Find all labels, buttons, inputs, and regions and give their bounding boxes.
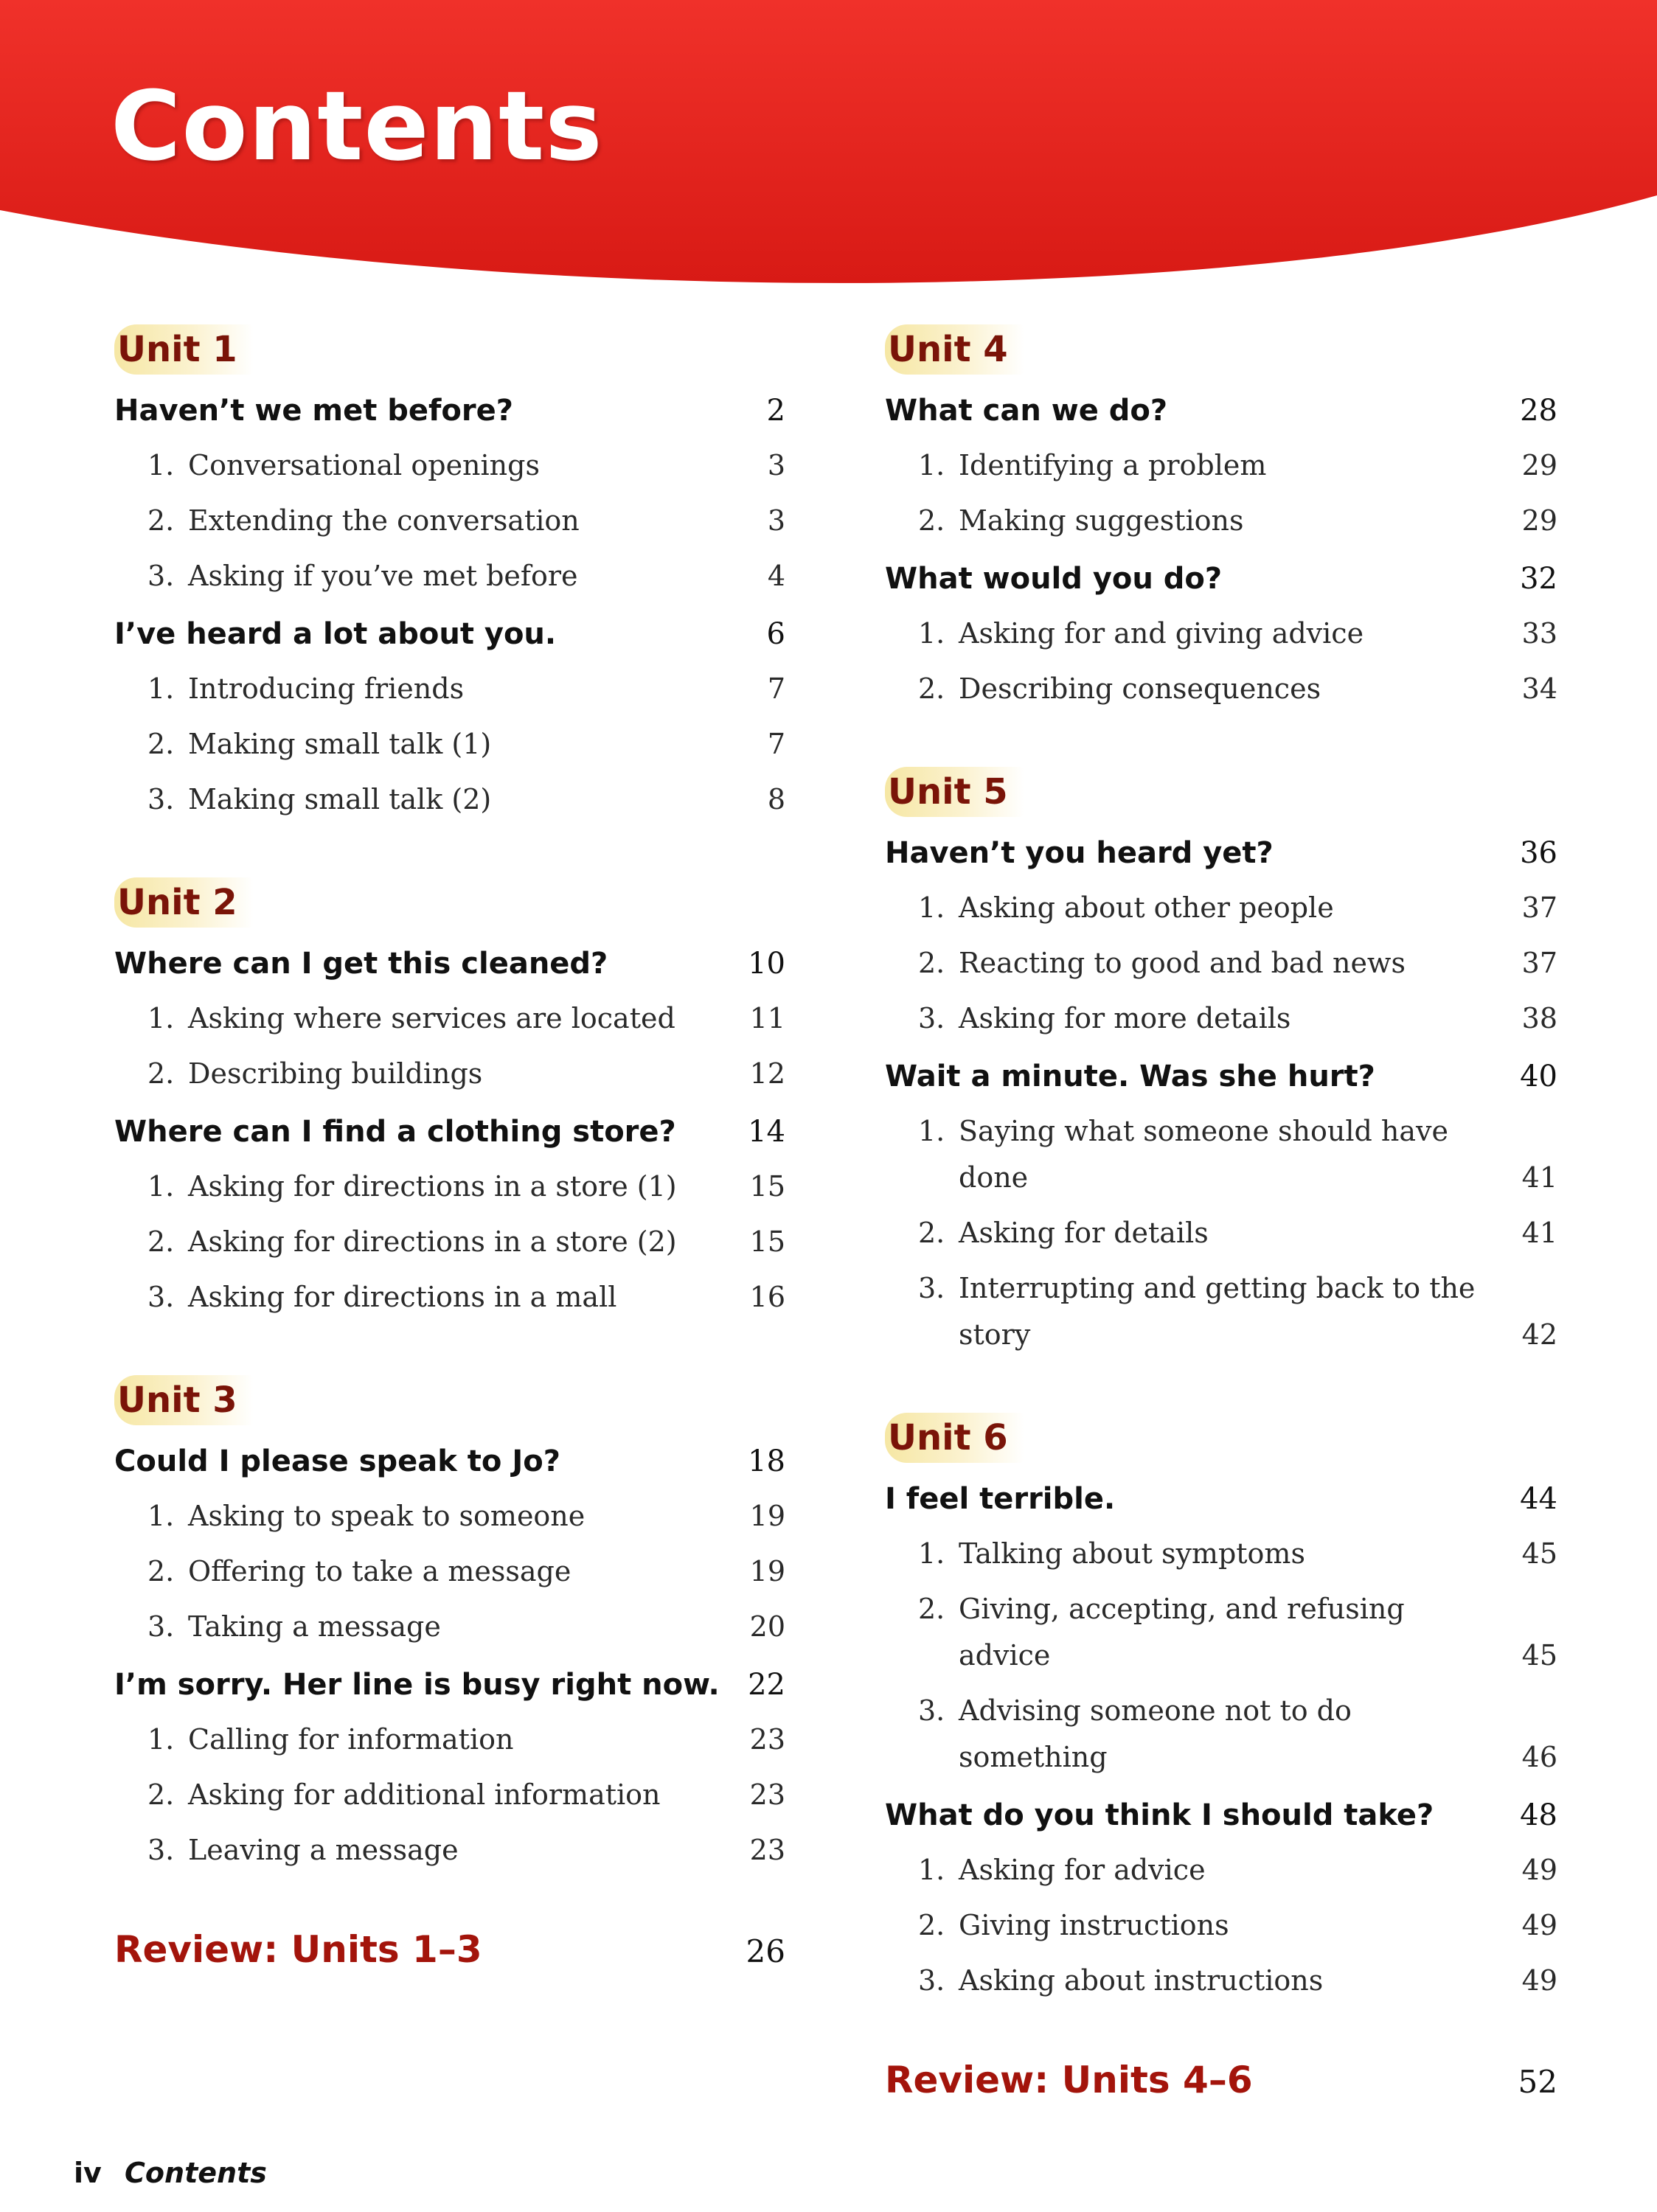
item-page: 3 (767, 504, 785, 537)
lesson-title: Haven’t you heard yet? (885, 836, 1274, 870)
lesson-page: 44 (1520, 1482, 1557, 1516)
section-item[interactable] (885, 1265, 1557, 1358)
section-item[interactable] (885, 885, 1557, 931)
item-number: 3. (147, 1834, 175, 1866)
item-text: Calling for information (188, 1723, 514, 1756)
section-item[interactable] (114, 1051, 785, 1097)
section-item[interactable] (114, 721, 785, 768)
item-text: Taking a message (188, 1610, 441, 1643)
item-number: 3. (918, 1964, 945, 1997)
review-row[interactable] (114, 1928, 785, 1971)
section-item[interactable] (885, 1847, 1557, 1893)
section-item[interactable] (885, 1531, 1557, 1577)
item-page: 11 (749, 1002, 785, 1034)
item-text: Describing consequences (959, 672, 1321, 705)
section-item[interactable] (114, 1604, 785, 1650)
item-page: 49 (1521, 1964, 1557, 1997)
spacer (114, 1106, 785, 1115)
item-text: Introducing friends (188, 672, 465, 705)
lesson-page: 18 (748, 1444, 785, 1478)
item-text: Asking about instructions (959, 1964, 1324, 1997)
spacer (885, 1051, 1557, 1060)
item-page: 3 (767, 449, 785, 481)
section-item[interactable] (114, 553, 785, 599)
item-number: 1. (147, 1170, 175, 1203)
lesson-title: What would you do? (885, 562, 1223, 596)
item-text: Asking for advice (959, 1854, 1206, 1886)
item-text: Reacting to good and bad news (959, 947, 1406, 979)
item-number: 1. (147, 449, 175, 481)
spacer (114, 1882, 785, 1928)
item-page: 7 (767, 728, 785, 760)
lesson-title: What do you think I should take? (885, 1798, 1434, 1832)
item-number: 1. (918, 449, 945, 481)
item-text: Talking about symptoms (959, 1537, 1305, 1570)
footer-label: Contents (125, 2157, 267, 2189)
item-number: 2. (918, 672, 945, 705)
lesson-title: Where can I get this cleaned? (114, 947, 608, 981)
lesson-row[interactable] (114, 1115, 785, 1149)
item-page: 37 (1521, 891, 1557, 924)
item-text: Asking for and giving advice (959, 617, 1364, 650)
item-page: 41 (1521, 1161, 1557, 1194)
item-text: Making small talk (1) (188, 728, 492, 760)
section-item[interactable] (885, 995, 1557, 1042)
item-page: 8 (767, 783, 785, 815)
lesson-page: 22 (748, 1668, 785, 1702)
item-number: 3. (147, 1281, 175, 1313)
unit-heading: Unit 1 (114, 324, 254, 375)
item-text: Asking for directions in a store (1) (188, 1170, 677, 1203)
item-text: Asking about other people (959, 891, 1334, 924)
lesson-title: Wait a minute. Was she hurt? (885, 1060, 1375, 1093)
item-text: Offering to take a message (188, 1555, 572, 1587)
item-text: Making suggestions (959, 504, 1244, 537)
section-item[interactable] (114, 995, 785, 1042)
item-text: Advising someone not to do something (959, 1694, 1352, 1773)
item-page: 33 (1521, 617, 1557, 650)
section-item[interactable] (885, 666, 1557, 712)
item-text: Asking if you’ve met before (188, 560, 578, 592)
item-page: 7 (767, 672, 785, 705)
spacer (114, 1659, 785, 1668)
lesson-page: 14 (748, 1115, 785, 1149)
item-page: 49 (1521, 1909, 1557, 1941)
lesson-title: Could I please speak to Jo? (114, 1444, 560, 1478)
item-page: 16 (749, 1281, 785, 1313)
section-item[interactable] (885, 1210, 1557, 1256)
item-number: 3. (147, 560, 175, 592)
section-item[interactable] (114, 1717, 785, 1763)
item-page: 15 (749, 1170, 785, 1203)
spacer (114, 1329, 785, 1375)
item-page: 49 (1521, 1854, 1557, 1886)
lesson-row[interactable] (885, 394, 1557, 428)
item-text: Conversational openings (188, 449, 540, 481)
item-text: Asking for additional information (188, 1778, 661, 1811)
lesson-title: I’m sorry. Her line is busy right now. (114, 1668, 720, 1702)
spacer (885, 1790, 1557, 1798)
item-text: Describing buildings (188, 1057, 483, 1090)
item-text: Asking where services are located (188, 1002, 675, 1034)
spacer (114, 608, 785, 617)
review-page: 26 (746, 1933, 785, 1969)
section-item[interactable] (114, 1164, 785, 1210)
lesson-title: Haven’t we met before? (114, 394, 513, 428)
unit-heading: Unit 4 (885, 324, 1024, 375)
item-number: 2. (147, 1555, 175, 1587)
item-number: 3. (918, 1694, 945, 1727)
lesson-row[interactable] (114, 617, 785, 651)
lesson-title: What can we do? (885, 394, 1168, 428)
item-number: 2. (147, 504, 175, 537)
review-row[interactable] (885, 2059, 1557, 2101)
item-page: 42 (1521, 1318, 1557, 1351)
item-page: 12 (749, 1057, 785, 1090)
item-number: 1. (147, 1723, 175, 1756)
section-item[interactable] (114, 1493, 785, 1540)
section-item[interactable] (114, 776, 785, 823)
spacer (885, 553, 1557, 562)
item-number: 2. (147, 1225, 175, 1258)
right-column (885, 324, 1557, 2101)
item-text: Asking for directions in a mall (188, 1281, 617, 1313)
section-item[interactable] (885, 611, 1557, 657)
item-number: 1. (147, 1002, 175, 1034)
item-page: 29 (1521, 504, 1557, 537)
item-text: Identifying a problem (959, 449, 1267, 481)
spacer (885, 1367, 1557, 1413)
lesson-row[interactable] (885, 836, 1557, 870)
item-text: Asking to speak to someone (188, 1500, 586, 1532)
item-text: Giving, accepting, and refusing advice (959, 1593, 1405, 1672)
item-number: 2. (918, 504, 945, 537)
item-page: 20 (749, 1610, 785, 1643)
item-number: 2. (918, 1909, 945, 1941)
item-number: 2. (918, 1217, 945, 1249)
section-item[interactable] (885, 1958, 1557, 2004)
item-page: 23 (749, 1834, 785, 1866)
item-text: Extending the conversation (188, 504, 580, 537)
spacer (114, 832, 785, 877)
lesson-row[interactable] (114, 1444, 785, 1478)
item-page: 29 (1521, 449, 1557, 481)
review-page: 52 (1518, 2064, 1557, 2100)
section-item[interactable] (114, 666, 785, 712)
item-number: 1. (147, 672, 175, 705)
item-text: Leaving a message (188, 1834, 459, 1866)
section-item[interactable] (885, 442, 1557, 489)
section-item[interactable] (114, 1772, 785, 1818)
lesson-page: 48 (1520, 1798, 1557, 1832)
item-text: Asking for directions in a store (2) (188, 1225, 677, 1258)
item-number: 3. (147, 783, 175, 815)
page-footer (74, 2157, 267, 2189)
spacer (885, 2013, 1557, 2059)
item-number: 2. (147, 1778, 175, 1811)
section-item[interactable] (885, 1688, 1557, 1781)
item-page: 38 (1521, 1002, 1557, 1034)
lesson-title: Where can I find a clothing store? (114, 1115, 676, 1149)
section-item[interactable] (114, 1219, 785, 1265)
lesson-row[interactable] (114, 394, 785, 428)
item-number: 2. (147, 1057, 175, 1090)
lesson-page: 36 (1520, 836, 1557, 870)
lesson-title: I’ve heard a lot about you. (114, 617, 557, 651)
item-number: 1. (918, 1854, 945, 1886)
item-text: Interrupting and getting back to the story (959, 1272, 1476, 1351)
section-item[interactable] (114, 1548, 785, 1595)
item-number: 1. (918, 1115, 945, 1147)
section-item[interactable] (114, 498, 785, 544)
item-number: 3. (147, 1610, 175, 1643)
item-page: 15 (749, 1225, 785, 1258)
lesson-row[interactable] (885, 1482, 1557, 1516)
item-page: 37 (1521, 947, 1557, 979)
item-page: 45 (1521, 1537, 1557, 1570)
lesson-page: 2 (766, 394, 785, 428)
item-page: 45 (1521, 1639, 1557, 1672)
lesson-row[interactable] (114, 947, 785, 981)
review-title: Review: Units 1–3 (114, 1928, 482, 1971)
lesson-page: 6 (766, 617, 785, 651)
item-page: 46 (1521, 1741, 1557, 1773)
item-text: Asking for more details (959, 1002, 1291, 1034)
item-number: 3. (918, 1002, 945, 1034)
item-page: 23 (749, 1723, 785, 1756)
item-number: 1. (918, 891, 945, 924)
footer-page-number: iv (74, 2157, 102, 2189)
lesson-page: 32 (1520, 562, 1557, 596)
item-number: 2. (147, 728, 175, 760)
lesson-page: 10 (748, 947, 785, 981)
lesson-row[interactable] (885, 562, 1557, 596)
review-title: Review: Units 4–6 (885, 2059, 1253, 2101)
item-text: Making small talk (2) (188, 783, 492, 815)
lesson-page: 28 (1520, 394, 1557, 428)
spacer (885, 721, 1557, 767)
page-title: Contents (111, 70, 603, 182)
item-page: 19 (749, 1555, 785, 1587)
lesson-row[interactable] (885, 1060, 1557, 1093)
item-number: 3. (918, 1272, 945, 1304)
item-page: 23 (749, 1778, 785, 1811)
item-text: Giving instructions (959, 1909, 1229, 1941)
lesson-row[interactable] (114, 1668, 785, 1702)
item-text: Saying what someone should have done (959, 1115, 1448, 1194)
lesson-row[interactable] (885, 1798, 1557, 1832)
unit-heading: Unit 3 (114, 1375, 254, 1425)
unit-heading: Unit 6 (885, 1413, 1024, 1463)
item-number: 1. (147, 1500, 175, 1532)
item-number: 2. (918, 1593, 945, 1625)
left-column (114, 324, 785, 1971)
section-item[interactable] (885, 1108, 1557, 1201)
section-item[interactable] (885, 1902, 1557, 1949)
section-item[interactable] (885, 1586, 1557, 1679)
item-number: 2. (918, 947, 945, 979)
section-item[interactable] (885, 940, 1557, 987)
unit-heading: Unit 2 (114, 877, 254, 928)
item-page: 41 (1521, 1217, 1557, 1249)
section-item[interactable] (114, 1827, 785, 1874)
section-item[interactable] (885, 498, 1557, 544)
item-number: 1. (918, 1537, 945, 1570)
item-page: 19 (749, 1500, 785, 1532)
item-page: 34 (1521, 672, 1557, 705)
unit-heading: Unit 5 (885, 767, 1024, 817)
lesson-page: 40 (1520, 1060, 1557, 1093)
item-number: 1. (918, 617, 945, 650)
item-page: 4 (767, 560, 785, 592)
section-item[interactable] (114, 442, 785, 489)
section-item[interactable] (114, 1274, 785, 1321)
item-text: Asking for details (959, 1217, 1209, 1249)
lesson-title: I feel terrible. (885, 1482, 1116, 1516)
